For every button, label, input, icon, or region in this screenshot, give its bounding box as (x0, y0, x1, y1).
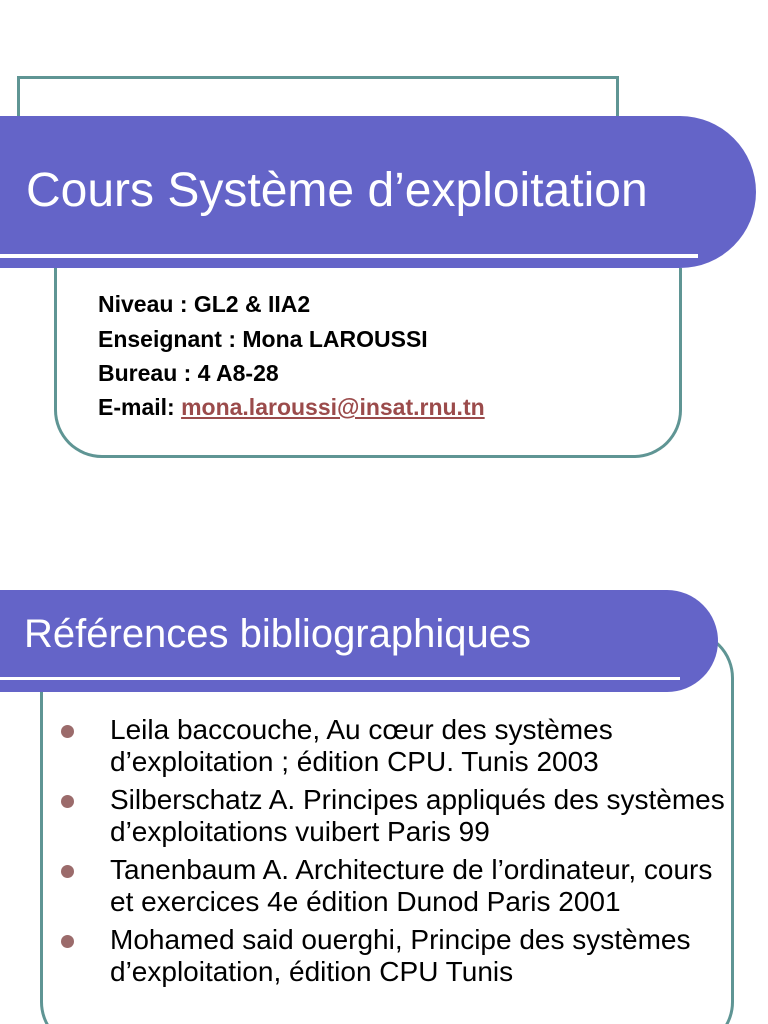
round-bullet-icon (61, 865, 74, 878)
reference-text: Tanenbaum A. Architecture de l’ordinateur, cours et exercices 4e édition Dunod Paris 2001 (110, 854, 713, 917)
references-list (0, 714, 768, 994)
course-office: Bureau : 4 A8-28 (98, 360, 279, 386)
course-level: Niveau : GL2 & IIA2 (98, 291, 311, 317)
slide1-title: Cours Système d’exploitation (26, 164, 648, 217)
list-item (0, 924, 768, 988)
list-item (0, 784, 768, 848)
list-item (0, 854, 768, 918)
slide2-title: Références bibliographiques (24, 612, 531, 656)
email-link[interactable]: mona.laroussi@insat.rnu.tn (181, 394, 485, 420)
reference-text: Leila baccouche, Au cœur des systèmes d’exploitation ; édition CPU. Tunis 2003 (110, 714, 613, 777)
list-item (0, 714, 768, 778)
reference-text: Mohamed said ouerghi, Principe des systèmes d’exploitation, édition CPU Tunis (110, 924, 691, 987)
slide1-title-divider (0, 254, 698, 258)
round-bullet-icon (61, 935, 74, 948)
course-teacher: Enseignant : Mona LAROUSSI (98, 326, 428, 352)
course-email (98, 392, 485, 422)
round-bullet-icon (61, 795, 74, 808)
round-bullet-icon (61, 725, 74, 738)
reference-text: Silberschatz A. Principes appliqués des systèmes d’exploitations vuibert Paris 99 (110, 784, 725, 847)
slide2-title-divider (0, 677, 680, 680)
email-label: E-mail: (98, 394, 182, 420)
